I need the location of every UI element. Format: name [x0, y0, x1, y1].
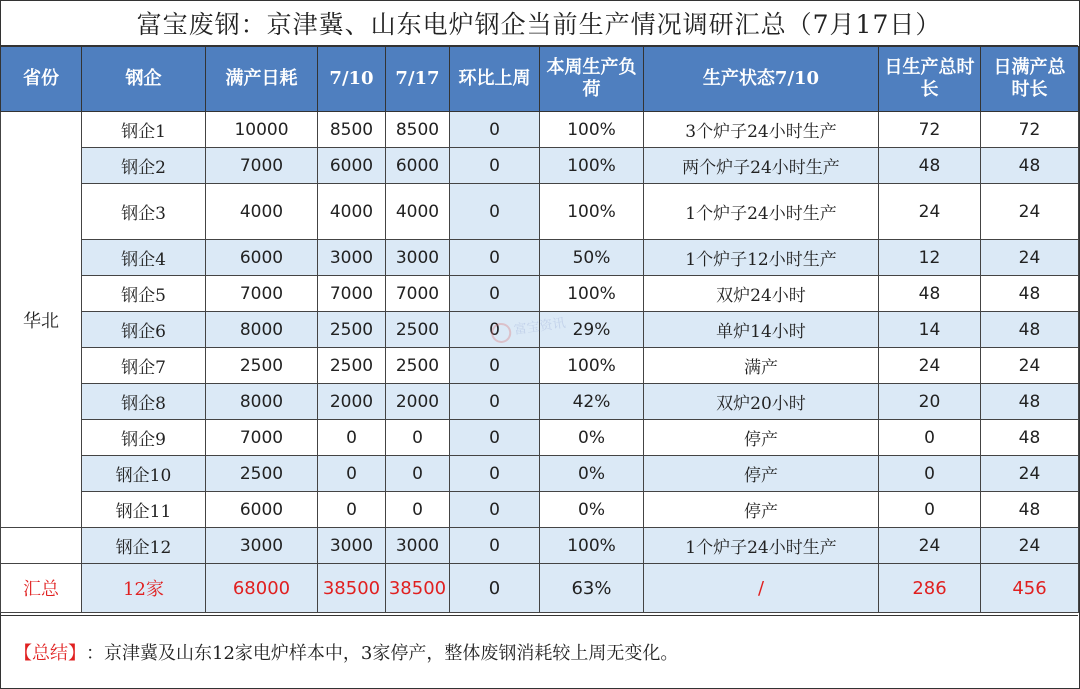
table-row	[1, 420, 1079, 456]
cell-full: 8000	[206, 312, 318, 348]
cell-full-hours: 24	[981, 240, 1079, 276]
table-row	[1, 384, 1079, 420]
cell-d710: 6000	[318, 148, 386, 184]
cell-full: 7000	[206, 276, 318, 312]
cell-wow: 0	[450, 112, 540, 148]
cell-d710: 3000	[318, 240, 386, 276]
column-header: 7/17	[386, 47, 450, 112]
cell-wow: 0	[450, 148, 540, 184]
cell-load: 100%	[540, 348, 644, 384]
column-header: 省份	[1, 47, 82, 112]
cell-prod-hours: 12	[879, 240, 981, 276]
cell-load: 0%	[540, 492, 644, 528]
cell-name: 钢企6	[82, 312, 206, 348]
cell-full: 4000	[206, 184, 318, 240]
cell-prod-hours: 20	[879, 384, 981, 420]
report-title: 富宝废钢：京津冀、山东电炉钢企当前生产情况调研汇总（7月17日）	[0, 0, 1078, 46]
cell-wow: 0	[450, 456, 540, 492]
column-header: 7/10	[318, 47, 386, 112]
total-status: /	[644, 564, 879, 613]
cell-full-hours: 48	[981, 312, 1079, 348]
cell-name: 钢企2	[82, 148, 206, 184]
cell-status: 满产	[644, 348, 879, 384]
cell-wow: 0	[450, 492, 540, 528]
cell-prod-hours: 14	[879, 312, 981, 348]
cell-prod-hours: 24	[879, 528, 981, 564]
cell-status: 3个炉子24小时生产	[644, 112, 879, 148]
cell-d717: 8500	[386, 112, 450, 148]
table-row	[1, 184, 1079, 240]
table-row	[1, 528, 1079, 564]
cell-load: 100%	[540, 276, 644, 312]
cell-prod-hours: 0	[879, 456, 981, 492]
cell-d717: 3000	[386, 240, 450, 276]
cell-wow: 0	[450, 384, 540, 420]
cell-d710: 0	[318, 456, 386, 492]
cell-name: 钢企1	[82, 112, 206, 148]
cell-d710: 3000	[318, 528, 386, 564]
total-label: 汇总	[1, 564, 82, 613]
cell-load: 100%	[540, 528, 644, 564]
cell-d710: 0	[318, 420, 386, 456]
cell-full-hours: 48	[981, 420, 1079, 456]
column-header: 钢企	[82, 47, 206, 112]
total-count: 12家	[82, 564, 206, 613]
cell-prod-hours: 72	[879, 112, 981, 148]
cell-name: 钢企10	[82, 456, 206, 492]
cell-full-hours: 72	[981, 112, 1079, 148]
cell-full: 2500	[206, 456, 318, 492]
cell-wow: 0	[450, 184, 540, 240]
cell-full: 7000	[206, 148, 318, 184]
table-row	[1, 240, 1079, 276]
cell-prod-hours: 0	[879, 420, 981, 456]
total-row	[1, 564, 1079, 613]
cell-name: 钢企4	[82, 240, 206, 276]
column-header: 日生产总时长	[879, 47, 981, 112]
cell-status: 双炉24小时	[644, 276, 879, 312]
cell-name: 钢企7	[82, 348, 206, 384]
cell-status: 停产	[644, 420, 879, 456]
cell-d717: 0	[386, 456, 450, 492]
summary-tag: 【总结】	[14, 642, 86, 664]
cell-d710: 8500	[318, 112, 386, 148]
cell-d717: 4000	[386, 184, 450, 240]
cell-full-hours: 24	[981, 184, 1079, 240]
column-header: 本周生产负荷	[540, 47, 644, 112]
cell-full-hours: 48	[981, 384, 1079, 420]
cell-d717: 6000	[386, 148, 450, 184]
cell-load: 42%	[540, 384, 644, 420]
cell-full: 3000	[206, 528, 318, 564]
cell-d717: 7000	[386, 276, 450, 312]
table-row	[1, 112, 1079, 148]
cell-load: 0%	[540, 420, 644, 456]
column-header: 环比上周	[450, 47, 540, 112]
cell-status: 停产	[644, 456, 879, 492]
cell-full: 7000	[206, 420, 318, 456]
cell-d710: 2500	[318, 312, 386, 348]
cell-load: 100%	[540, 184, 644, 240]
cell-full-hours: 24	[981, 528, 1079, 564]
cell-full: 10000	[206, 112, 318, 148]
cell-prod-hours: 24	[879, 348, 981, 384]
cell-status: 两个炉子24小时生产	[644, 148, 879, 184]
total-d717: 38500	[386, 564, 450, 613]
cell-status: 停产	[644, 492, 879, 528]
total-prod-hours: 286	[879, 564, 981, 613]
total-d710: 38500	[318, 564, 386, 613]
cell-wow: 0	[450, 240, 540, 276]
cell-prod-hours: 48	[879, 148, 981, 184]
watermark-text: 富宝资讯	[512, 315, 567, 339]
cell-d710: 0	[318, 492, 386, 528]
cell-prod-hours: 24	[879, 184, 981, 240]
cell-status: 1个炉子12小时生产	[644, 240, 879, 276]
summary-text: ：京津冀及山东12家电炉样本中，3家停产，整体废钢消耗较上周无变化。	[86, 642, 679, 664]
cell-load: 100%	[540, 112, 644, 148]
cell-full: 6000	[206, 492, 318, 528]
cell-wow: 0	[450, 312, 540, 348]
cell-d717: 3000	[386, 528, 450, 564]
cell-status: 单炉14小时	[644, 312, 879, 348]
cell-name: 钢企12	[82, 528, 206, 564]
cell-full-hours: 24	[981, 456, 1079, 492]
cell-full: 6000	[206, 240, 318, 276]
cell-name: 钢企11	[82, 492, 206, 528]
cell-load: 100%	[540, 148, 644, 184]
cell-wow: 0	[450, 420, 540, 456]
cell-d710: 4000	[318, 184, 386, 240]
watermark-logo-icon	[490, 321, 513, 344]
total-full-hours: 456	[981, 564, 1079, 613]
province-cell-empty	[1, 528, 82, 564]
cell-full-hours: 48	[981, 492, 1079, 528]
cell-prod-hours: 0	[879, 492, 981, 528]
cell-wow: 0	[450, 348, 540, 384]
cell-full-hours: 48	[981, 148, 1079, 184]
cell-d710: 2000	[318, 384, 386, 420]
cell-wow: 0	[450, 276, 540, 312]
cell-name: 钢企3	[82, 184, 206, 240]
cell-full-hours: 24	[981, 348, 1079, 384]
cell-d710: 2500	[318, 348, 386, 384]
table-row	[1, 456, 1079, 492]
total-load: 63%	[540, 564, 644, 613]
cell-status: 双炉20小时	[644, 384, 879, 420]
column-header: 生产状态7/10	[644, 47, 879, 112]
cell-status: 1个炉子24小时生产	[644, 528, 879, 564]
summary-note	[0, 615, 1078, 687]
table-row	[1, 148, 1079, 184]
cell-name: 钢企8	[82, 384, 206, 420]
table-row	[1, 492, 1079, 528]
cell-d717: 2500	[386, 312, 450, 348]
cell-load: 0%	[540, 456, 644, 492]
cell-status: 1个炉子24小时生产	[644, 184, 879, 240]
cell-d710: 7000	[318, 276, 386, 312]
cell-full: 2500	[206, 348, 318, 384]
column-header: 日满产总时长	[981, 47, 1079, 112]
total-wow: 0	[450, 564, 540, 613]
cell-prod-hours: 48	[879, 276, 981, 312]
cell-name: 钢企9	[82, 420, 206, 456]
cell-name: 钢企5	[82, 276, 206, 312]
cell-d717: 0	[386, 492, 450, 528]
column-header: 满产日耗	[206, 47, 318, 112]
cell-d717: 0	[386, 420, 450, 456]
cell-full-hours: 48	[981, 276, 1079, 312]
header-row	[1, 47, 1079, 112]
cell-d717: 2000	[386, 384, 450, 420]
table-body	[1, 112, 1079, 613]
cell-load: 29%	[540, 312, 644, 348]
cell-full: 8000	[206, 384, 318, 420]
cell-d717: 2500	[386, 348, 450, 384]
table-row	[1, 276, 1079, 312]
total-full: 68000	[206, 564, 318, 613]
cell-load: 50%	[540, 240, 644, 276]
cell-wow: 0	[450, 528, 540, 564]
province-cell: 华北	[1, 112, 82, 528]
